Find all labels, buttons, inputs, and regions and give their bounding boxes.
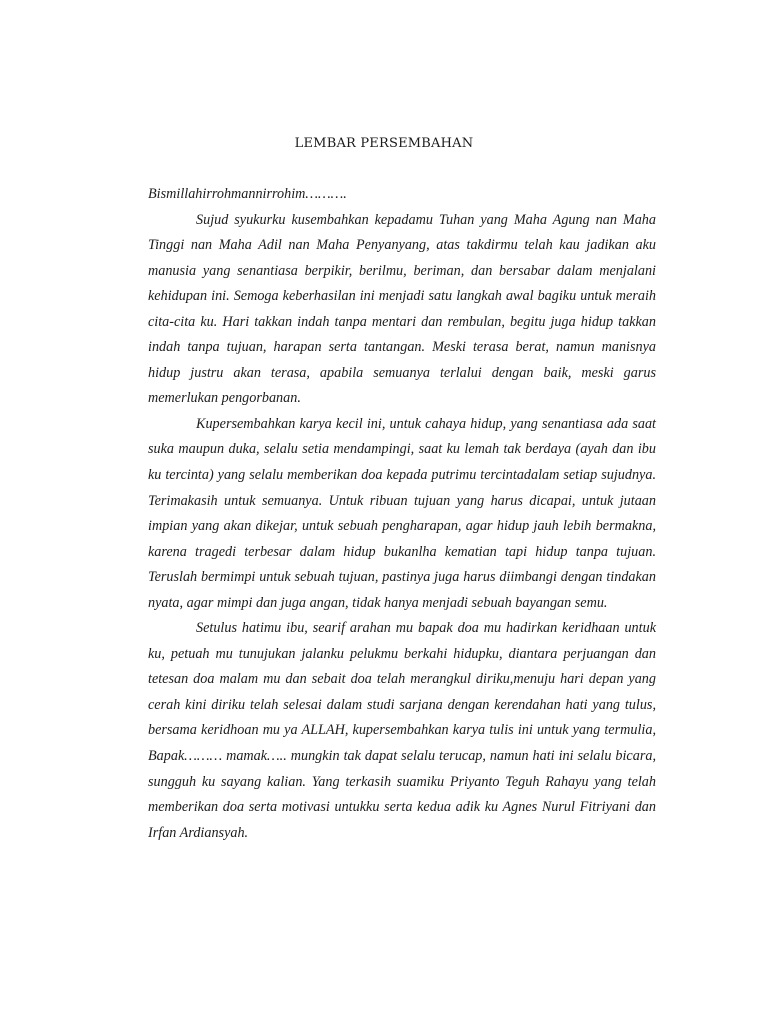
opening-line: Bismillahirrohmannirrohim………. <box>148 186 347 202</box>
document-body <box>148 182 656 846</box>
paragraph-3: Setulus hatimu ibu, searif arahan mu bapak doa mu hadirkan keridhaan untuk ku, petuah mu tunujukan jalanku pelukmu berkahi hidupku, diantara perjuangan dan tetesan doa malam mu dan sebait doa telah merangkul diriku,menuju hari depan yang cerah kini diriku telah selesai dalam studi sarjana dengan kerendahan hati yang tulus, bersama keridhoan mu ya ALLAH, kupersembahkan karya tulis ini untuk yang termulia, Bapak……… mamak….. mungkin tak dapat selalu terucap, namun hati ini selalu bicara, sungguh ku sayang kalian. Yang terkasih suamiku Priyanto Teguh Rahayu yang telah memberikan doa serta motivasi untukku serta kedua adik ku Agnes Nurul Fitriyani dan Irfan Ardiansyah. <box>148 620 656 841</box>
paragraph-1: Sujud syukurku kusembahkan kepadamu Tuhan yang Maha Agung nan Maha Tinggi nan Maha Adil nan Maha Penyanyang, atas takdirmu telah kau jadikan aku manusia yang senantiasa berpikir, berilmu, beriman, dan bersabar dalam menjalani kehidupan ini. Semoga keberhasilan ini menjadi satu langkah awal bagiku untuk meraih cita-cita ku. Hari takkan indah tanpa mentari dan rembulan, begitu juga hidup takkan indah tanpa tujuan, harapan serta tantangan. Meski terasa berat, namun manisnya hidup justru akan terasa, apabila semuanya terlalui dengan baik, meski garus memerlukan pengorbanan. <box>148 211 656 407</box>
paragraph-2: Kupersembahkan karya kecil ini, untuk cahaya hidup, yang senantiasa ada saat suka maupun duka, selalu setia mendampingi, saat ku lemah tak berdaya (ayah dan ibu ku tercinta) yang selalu memberikan doa kepada putrimu tercintadalam setiap sujudnya. Terimakasih untuk semuanya. Untuk ribuan tujuan yang harus dicapai, untuk jutaan impian yang akan dikejar, untuk sebuah pengharapan, agar hidup jauh lebih bermakna, karena tragedi terbesar dalam hidup bukanlha kematian tapi hidup tanpa tujuan. Teruslah bermimpi untuk sebuah tujuan, pastinya juga harus diimbangi dengan tindakan nyata, agar mimpi dan juga angan, tidak hanya menjadi sebuah bayangan semu. <box>148 415 656 611</box>
page-title: LEMBAR PERSEMBAHAN <box>294 136 474 151</box>
